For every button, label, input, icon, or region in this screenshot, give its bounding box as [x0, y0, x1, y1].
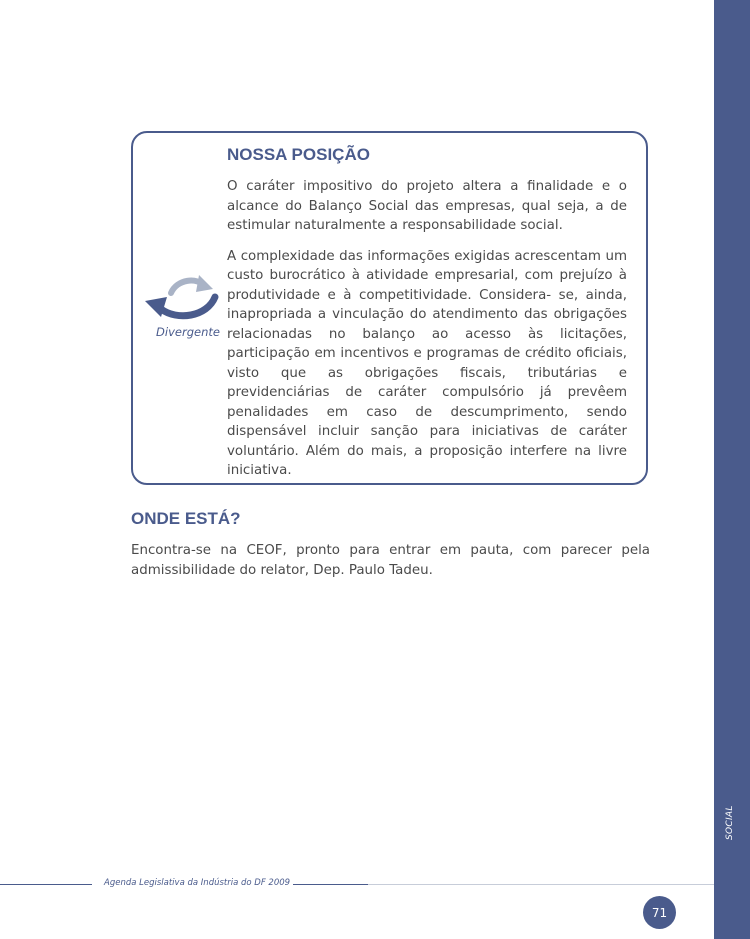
footer-rule-left: [0, 884, 92, 885]
position-paragraph-1: O caráter impositivo do projeto altera a finalidade e o alcance do Balanço Social das empresas, qual seja, a de estimular naturalmente a responsabilidade social.: [227, 179, 627, 233]
stance-label: Divergente: [156, 325, 220, 339]
section-tab-label: SOCIAL: [725, 805, 735, 840]
position-title: NOSSA POSIÇÃO: [227, 145, 370, 164]
position-box: [131, 131, 648, 485]
where-text: Encontra-se na CEOF, pronto para entrar em pauta, com parecer pela admissibilidade do relator, Dep. Paulo Tadeu.: [131, 543, 650, 578]
publication-title: Agenda Legislativa da Indústria do DF 2009: [104, 878, 293, 888]
stance-indicator: [143, 273, 223, 343]
position-content: [227, 145, 627, 492]
where-section: [131, 509, 650, 591]
side-tab: [714, 0, 750, 939]
where-title: ONDE ESTÁ?: [131, 509, 241, 528]
divergent-arrows-icon: [143, 273, 223, 328]
position-paragraph-2: A complexidade das informações exigidas acrescentam um custo burocrático à atividade empresarial, com prejuízo à produtividade e à competitividade. Considera- se, ainda, inapropriada a vinculação do atendimento das obrigações relacionadas no balanço ao acesso às licitações, participação em incentivos e programas de crédito oficiais, visto que as obrigações fiscais, tributárias e previdenciárias de caráter compulsório já prevêem penalidades em caso de descumprimento, sendo dispensável incluir sanção para iniciativas de caráter voluntário. Além do mais, a proposição interfere na livre iniciativa.: [227, 248, 627, 478]
page-number: 71: [643, 896, 676, 929]
footer-rule-right: [368, 884, 714, 885]
